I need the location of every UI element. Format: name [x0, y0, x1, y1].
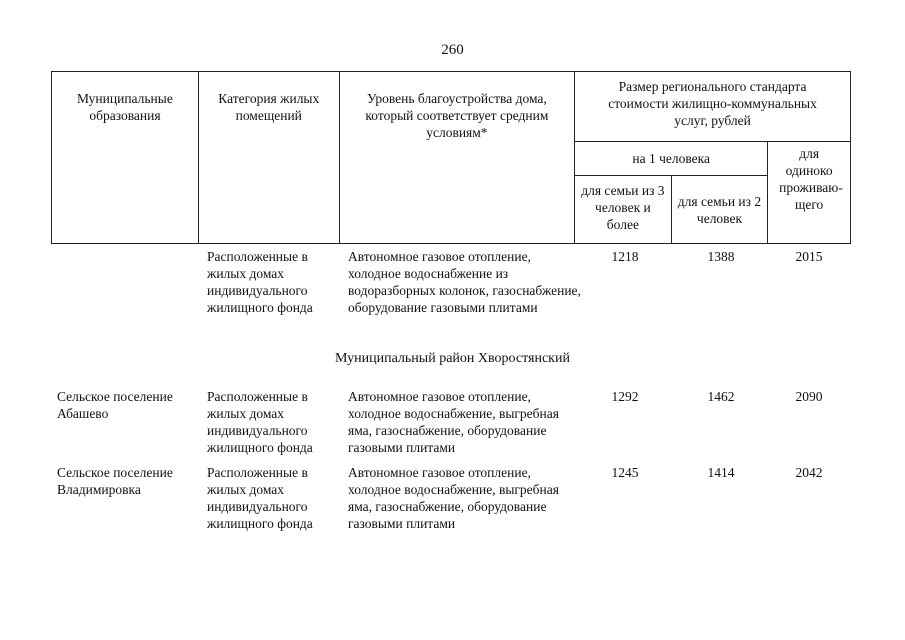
- cell-family2: 1388: [707, 249, 735, 264]
- cell-municipality: Сельское поселение Абашево: [57, 389, 173, 421]
- cell-family3: 1245: [611, 465, 639, 480]
- header-municipal: Муниципальные образования: [52, 72, 199, 244]
- cell-family2: 1462: [707, 389, 735, 404]
- cell-category: Расположенные в жилых домах индивидуального жилищного фонда: [207, 389, 313, 455]
- cell-family3: 1218: [611, 249, 639, 264]
- page-number: 260: [441, 42, 464, 58]
- header-per-person: на 1 человека: [575, 142, 768, 176]
- cell-family3: 1292: [611, 389, 639, 404]
- header-family2: для семьи из 2 человек: [671, 176, 768, 244]
- cell-single: 2015: [795, 249, 823, 264]
- section-title: Муниципальный район Хворостянский: [335, 351, 570, 366]
- cell-single: 2042: [795, 465, 823, 480]
- cell-category: Расположенные в жилых домах индивидуального жилищного фонда: [207, 465, 313, 531]
- header-standard: Размер регионального стандарта стоимости жилищно-коммунальных услуг, рублей: [575, 72, 851, 142]
- cell-municipality: Сельское поселение Владимировка: [57, 465, 173, 497]
- cell-family2: 1414: [707, 465, 735, 480]
- header-family3: для семьи из 3 человек и более: [575, 176, 672, 244]
- cell-level: Автономное газовое отопление, холодное водоснабжение из водоразборных колонок, газоснабжение, оборудование газовыми плитами: [348, 249, 581, 315]
- cell-single: 2090: [795, 389, 823, 404]
- table-header: [51, 71, 851, 244]
- header-single: для одиноко проживаю-щего: [768, 142, 851, 244]
- cell-level: Автономное газовое отопление, холодное водоснабжение, выгребная яма, газоснабжение, оборудование газовыми плитами: [348, 465, 559, 531]
- cell-category: Расположенные в жилых домах индивидуального жилищного фонда: [207, 249, 313, 315]
- header-category: Категория жилых помещений: [198, 72, 339, 244]
- cell-level: Автономное газовое отопление, холодное водоснабжение, выгребная яма, газоснабжение, оборудование газовыми плитами: [348, 389, 559, 455]
- header-level: Уровень благоустройства дома, который соответствует средним условиям*: [339, 72, 574, 244]
